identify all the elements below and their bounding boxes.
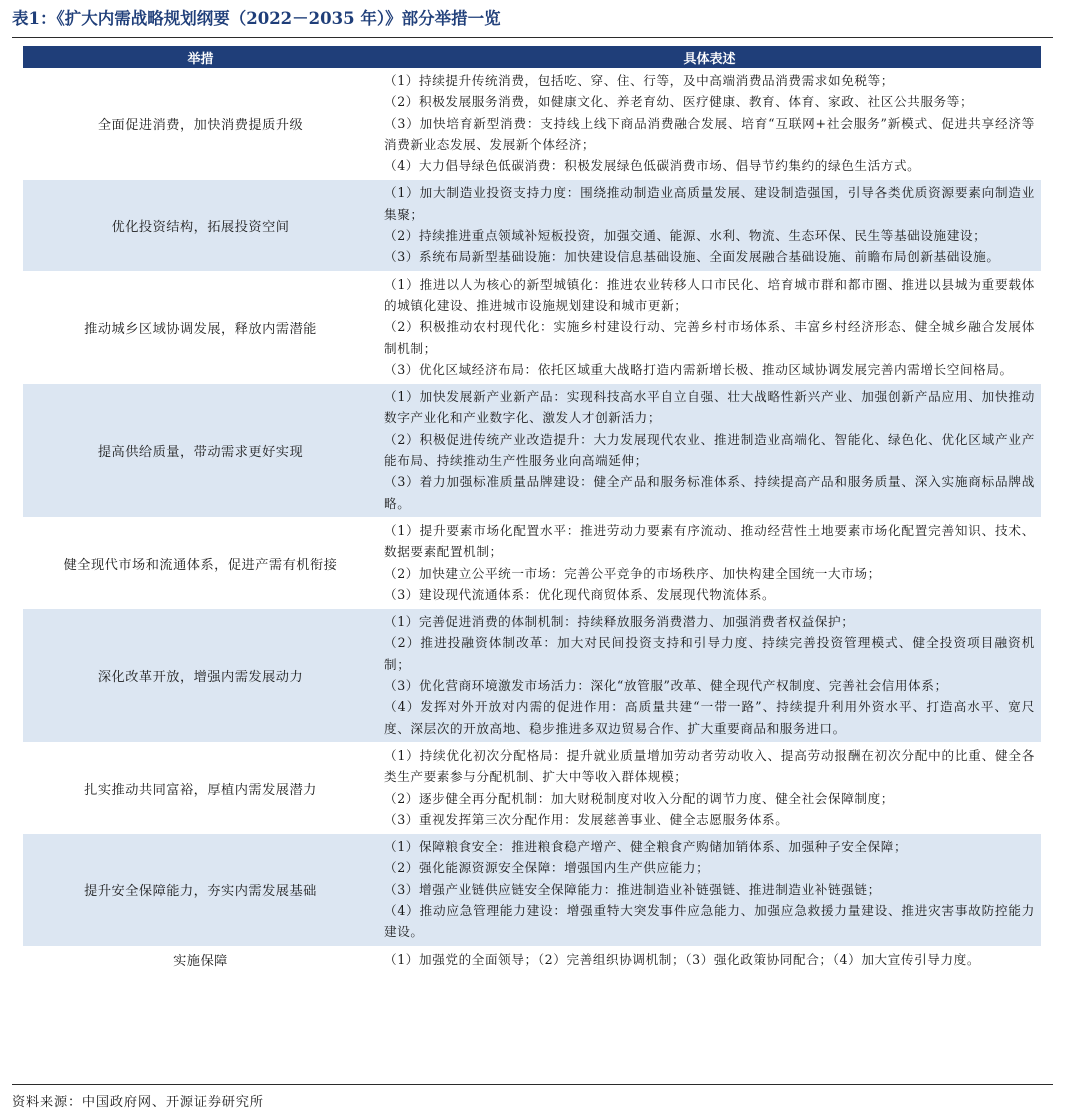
measure-cell: 健全现代市场和流通体系，促进产需有机衔接 <box>23 517 378 608</box>
detail-item: （2）积极发展服务消费，如健康文化、养老育幼、医疗健康、教育、体育、家政、社区公共服务等； <box>384 94 974 110</box>
table-body <box>23 68 1041 973</box>
detail-item: （1）提升要素市场化配置水平：推进劳动力要素有序流动、推动经营性土地要素市场化配置完善知识、技术、数据要素配置机制； <box>384 522 1035 560</box>
table-header-row <box>23 46 1041 68</box>
measure-cell: 优化投资结构，拓展投资空间 <box>23 180 378 271</box>
detail-item: （3）重视发挥第三次分配作用：发展慈善事业、健全志愿服务体系。 <box>384 811 789 827</box>
detail-item: （2）逐步健全再分配机制：加大财税制度对收入分配的调节力度、健全社会保障制度； <box>384 790 894 806</box>
detail-item: （2）推进投融资体制改革：加大对民间投资支持和引导力度、持续完善投资管理模式、健全投资项目融资机制； <box>384 635 1035 672</box>
measure-cell: 扎实推动共同富裕，厚植内需发展潜力 <box>23 742 378 833</box>
measure-cell: 实施保障 <box>23 946 378 973</box>
table-row <box>23 68 1041 180</box>
detail-item: （1）保障粮食安全：推进粮食稳产增产、健全粮食产购储加销体系、加强种子安全保障； <box>384 839 908 855</box>
detail-item: （1）完善促进消费的体制机制：持续释放服务消费潜力、加强消费者权益保护； <box>384 614 855 630</box>
details-cell <box>378 517 1041 608</box>
detail-item: （4）发挥对外开放对内需的促进作用：高质量共建“一带一路”、持续提升利用外资水平、打造高水平、宽尺度、深层次的开放高地、稳步推进多双边贸易合作、扩大重要商品和服务进口。 <box>384 699 1035 736</box>
table-title: 表1：《扩大内需战略规划纲要（2022－2035 年）》部分举措一览 <box>12 9 501 28</box>
detail-item: （3）优化区域经济布局：依托区域重大战略打造内需新增长极、推动区域协调发展完善内需增长空间格局。 <box>384 361 1013 377</box>
table-row <box>23 742 1041 833</box>
table-row <box>23 609 1041 743</box>
detail-item: （3）优化营商环境激发市场活力：深化“放管服”改革、健全现代产权制度、完善社会信用体系； <box>384 678 948 694</box>
detail-item: （3）建设现代流通体系：优化现代商贸体系、发展现代物流体系。 <box>384 586 776 602</box>
details-cell <box>378 68 1041 180</box>
measure-cell: 提高供给质量，带动需求更好实现 <box>23 384 378 518</box>
detail-item: （4）大力倡导绿色低碳消费：积极发展绿色低碳消费市场、倡导节约集约的绿色生活方式。 <box>384 158 921 174</box>
measure-cell: 深化改革开放，增强内需发展动力 <box>23 609 378 743</box>
detail-item: （2）积极促进传统产业改造提升：大力发展现代农业、推进制造业高端化、智能化、绿色化、优化区域产业产能布局、持续推动生产性服务业向高端延伸； <box>384 431 1035 469</box>
details-cell <box>378 946 1041 973</box>
detail-item: （2）持续推进重点领域补短板投资，加强交通、能源、水利、物流、生态环保、民生等基础设施建设； <box>384 228 987 244</box>
detail-item: （1）加大制造业投资支持力度：围绕推动制造业高质量发展、建设制造强国，引导各类优质资源要素向制造业集聚； <box>384 185 1035 222</box>
measure-cell: 推动城乡区域协调发展，释放内需潜能 <box>23 271 378 383</box>
table-row <box>23 834 1041 946</box>
detail-item: （1）加强党的全面领导；（2）完善组织协调机制；（3）强化政策协同配合；（4）加大宣传引导力度。 <box>384 951 981 967</box>
details-cell <box>378 742 1041 833</box>
table-row <box>23 180 1041 271</box>
header-details: 具体表述 <box>378 46 1041 68</box>
bottom-rule <box>12 1084 1053 1085</box>
detail-item: （3）系统布局新型基础设施：加快建设信息基础设施、全面发展融合基础设施、前瞻布局创新基础设施。 <box>384 249 1000 265</box>
detail-item: （2）加快建立公平统一市场：完善公平竞争的市场秩序、加快构建全国统一大市场； <box>384 565 881 581</box>
details-cell <box>378 609 1041 743</box>
title-rule <box>12 37 1053 38</box>
measures-table <box>23 46 1041 974</box>
detail-item: （1）持续提升传统消费，包括吃、穿、住、行等，及中高端消费品消费需求如免税等； <box>384 73 894 88</box>
detail-item: （1）持续优化初次分配格局：提升就业质量增加劳动者劳动收入、提高劳动报酬在初次分配中的比重、健全各类生产要素参与分配机制、扩大中等收入群体规模； <box>384 747 1035 785</box>
detail-item: （3）着力加强标准质量品牌建设：健全产品和服务标准体系、持续提高产品和服务质量、深入实施商标品牌战略。 <box>384 474 1035 511</box>
detail-item: （1）加快发展新产业新产品：实现科技高水平自立自强、壮大战略性新兴产业、加强创新产品应用、加快推动数字产业化和产业数字化、激发人才创新活力； <box>384 389 1035 426</box>
details-cell <box>378 834 1041 946</box>
details-cell <box>378 271 1041 383</box>
detail-item: （2）强化能源资源安全保障：增强国内生产供应能力； <box>384 860 710 876</box>
table-row <box>23 946 1041 973</box>
detail-item: （4）推动应急管理能力建设：增强重特大突发事件应急能力、加强应急救援力量建设、推进灾害事故防控能力建设。 <box>384 902 1035 940</box>
details-cell <box>378 180 1041 271</box>
detail-item: （2）积极推动农村现代化：实施乡村建设行动、完善乡村市场体系、丰富乡村经济形态、健全城乡融合发展体制机制； <box>384 319 1035 356</box>
detail-item: （3）增强产业链供应链安全保障能力：推进制造业补链强链、推进制造业补链强链； <box>384 881 881 897</box>
table-row <box>23 517 1041 608</box>
measure-cell: 全面促进消费，加快消费提质升级 <box>23 68 378 180</box>
table-row <box>23 271 1041 383</box>
details-cell <box>378 384 1041 518</box>
detail-item: （1）推进以人为核心的新型城镇化：推进农业转移人口市民化、培育城市群和都市圈、推进以县城为重要载体的城镇化建设、推进城市设施规划建设和城市更新； <box>384 276 1035 313</box>
detail-item: （3）加快培育新型消费：支持线上线下商品消费融合发展、培育“互联网+社会服务”新模式、促进共享经济等消费新业态发展、发展新个体经济； <box>384 115 1035 152</box>
table-row <box>23 384 1041 518</box>
header-measure: 举措 <box>23 46 378 68</box>
source-note: 资料来源：中国政府网、开源证券研究所 <box>12 1095 264 1110</box>
measure-cell: 提升安全保障能力，夯实内需发展基础 <box>23 834 378 946</box>
